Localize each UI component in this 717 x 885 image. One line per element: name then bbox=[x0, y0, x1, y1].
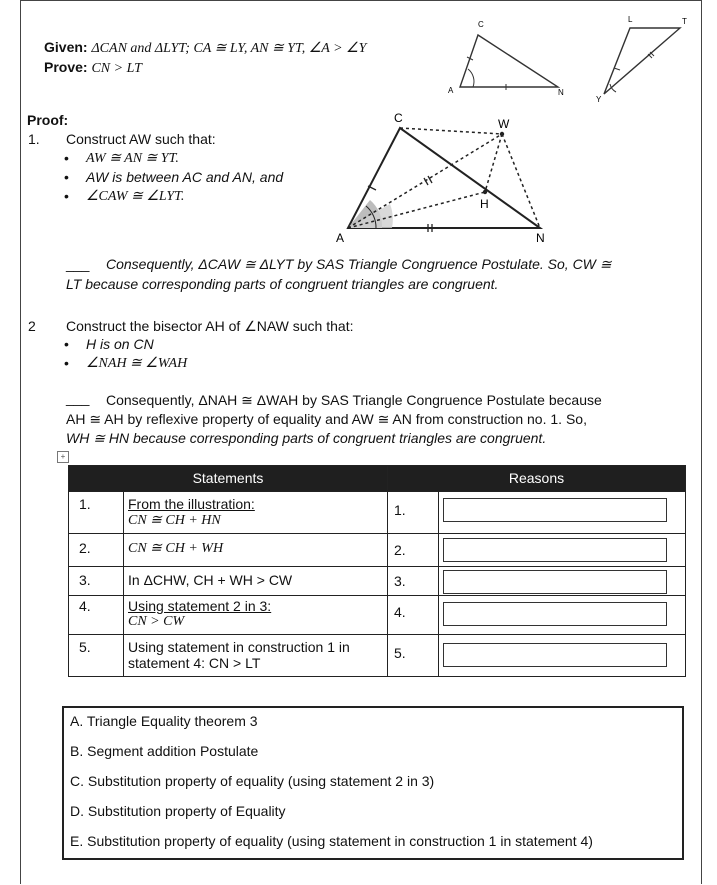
proof-label: Proof: bbox=[27, 112, 69, 128]
statement-cell bbox=[124, 595, 388, 634]
choice-b[interactable]: B. Segment addition Postulate bbox=[70, 743, 259, 759]
reason-cell bbox=[439, 491, 686, 533]
row-number: 1. bbox=[69, 491, 124, 533]
answer-choices-box bbox=[62, 706, 684, 860]
label-y: Y bbox=[596, 95, 602, 104]
step1-bullet-3: ∠CAW ≅ ∠LYT. bbox=[86, 189, 185, 204]
statement-cell bbox=[124, 491, 388, 533]
bullet-dot: • bbox=[64, 150, 69, 166]
reason-number: 3. bbox=[388, 566, 439, 595]
statement-line2: CN > CW bbox=[128, 613, 185, 629]
statement-line1: In ΔCHW, CH + WH > CW bbox=[124, 566, 388, 595]
row-number: 4. bbox=[69, 595, 124, 634]
statement-line2: CN ≅ CH + HN bbox=[128, 512, 221, 528]
row-number: 3. bbox=[69, 566, 124, 595]
reason-number: 5. bbox=[388, 635, 439, 677]
choice-e[interactable]: E. Substitution property of equality (using statement in construction 1 in statement 4) bbox=[70, 833, 593, 849]
table-header-row bbox=[69, 466, 686, 492]
reason-number: 1. bbox=[388, 491, 439, 533]
reason-input-5[interactable] bbox=[443, 643, 667, 667]
row-number: 5. bbox=[69, 635, 124, 677]
table-row bbox=[69, 491, 686, 533]
choice-c[interactable]: C. Substitution property of equality (using statement 2 in 3) bbox=[70, 773, 435, 789]
blank-line: ___ bbox=[66, 256, 90, 272]
label-c: C bbox=[394, 111, 403, 125]
figure-triangle-can bbox=[440, 15, 575, 100]
reason-input-4[interactable] bbox=[443, 602, 667, 626]
step2-consequence-line3: WH ≅ HN because corresponding parts of congruent triangles are congruent. bbox=[66, 430, 547, 446]
reason-number: 2. bbox=[388, 533, 439, 566]
given-label: Given: bbox=[44, 39, 88, 55]
step1-bullet-1: AW ≅ AN ≅ YT. bbox=[86, 151, 179, 166]
move-handle-icon[interactable]: + bbox=[57, 451, 69, 463]
label-t: T bbox=[682, 17, 687, 26]
bullet-dot: • bbox=[64, 188, 69, 204]
main-geometry-figure bbox=[330, 110, 570, 250]
statement-line1: Using statement 2 in 3: bbox=[128, 597, 272, 614]
step1-number: 1. bbox=[28, 131, 40, 147]
prove-line bbox=[44, 59, 142, 77]
label-c: C bbox=[478, 20, 484, 29]
label-h: H bbox=[480, 197, 489, 211]
given-line bbox=[44, 39, 366, 57]
label-n: N bbox=[558, 88, 564, 97]
step2-intro: Construct the bisector AH of ∠NAW such that: bbox=[66, 318, 354, 334]
bullet-dot: • bbox=[64, 355, 69, 371]
label-a: A bbox=[448, 86, 454, 95]
reason-number: 4. bbox=[388, 595, 439, 634]
label-n: N bbox=[536, 231, 545, 245]
proof-table bbox=[68, 465, 686, 677]
statement-cell bbox=[124, 635, 388, 677]
step2-number: 2 bbox=[28, 318, 36, 334]
statement-line1: CN ≅ CH + WH bbox=[124, 533, 388, 566]
step1-consequence-line1: Consequently, ΔCAW ≅ ΔLYT by SAS Triangle Congruence Postulate. So, CW ≅ bbox=[106, 256, 612, 272]
statement-line1: Using statement in construction 1 in bbox=[128, 639, 350, 656]
reason-cell bbox=[439, 533, 686, 566]
reason-cell bbox=[439, 635, 686, 677]
reason-cell bbox=[439, 566, 686, 595]
given-text: ΔCAN and ΔLYT; CA ≅ LY, AN ≅ YT, ∠A > ∠Y bbox=[91, 41, 367, 56]
label-a: A bbox=[336, 231, 345, 245]
step2-consequence-line2: AH ≅ AH by reflexive property of equality and AW ≅ AN from construction no. 1. So, bbox=[66, 411, 587, 427]
statement-line1: From the illustration: bbox=[128, 495, 255, 512]
step2-bullet-2: ∠NAH ≅ ∠WAH bbox=[86, 356, 188, 371]
choice-d[interactable]: D. Substitution property of Equality bbox=[70, 803, 286, 819]
step1-consequence-line2: LT because corresponding parts of congruent triangles are congruent. bbox=[66, 276, 499, 292]
step1-intro: Construct AW such that: bbox=[66, 131, 216, 147]
choice-a[interactable]: A. Triangle Equality theorem 3 bbox=[70, 713, 258, 729]
statements-header: Statements bbox=[69, 466, 388, 492]
blank-line: ___ bbox=[66, 390, 90, 406]
reason-input-2[interactable] bbox=[443, 538, 667, 562]
reason-input-1[interactable] bbox=[443, 498, 667, 522]
label-l: L bbox=[628, 15, 633, 24]
row-number: 2. bbox=[69, 533, 124, 566]
prove-text: CN > LT bbox=[91, 61, 142, 76]
prove-label: Prove: bbox=[44, 59, 88, 75]
step2-consequence-line1: Consequently, ΔNAH ≅ ΔWAH by SAS Triangle Congruence Postulate because bbox=[106, 392, 602, 408]
reason-cell bbox=[439, 595, 686, 634]
label-w: W bbox=[498, 117, 510, 131]
step2-bullet-1: H is on CN bbox=[86, 336, 154, 352]
table-row bbox=[69, 566, 686, 595]
step1-bullet-2: AW is between AC and AN, and bbox=[86, 169, 284, 185]
table-row bbox=[69, 595, 686, 634]
figure-triangle-lyt bbox=[592, 12, 692, 107]
bullet-dot: • bbox=[64, 336, 69, 352]
reasons-header: Reasons bbox=[388, 466, 686, 492]
bullet-dot: • bbox=[64, 169, 69, 185]
table-row bbox=[69, 533, 686, 566]
table-row bbox=[69, 635, 686, 677]
statement-line2: statement 4: CN > LT bbox=[128, 655, 261, 672]
reason-input-3[interactable] bbox=[443, 570, 667, 594]
